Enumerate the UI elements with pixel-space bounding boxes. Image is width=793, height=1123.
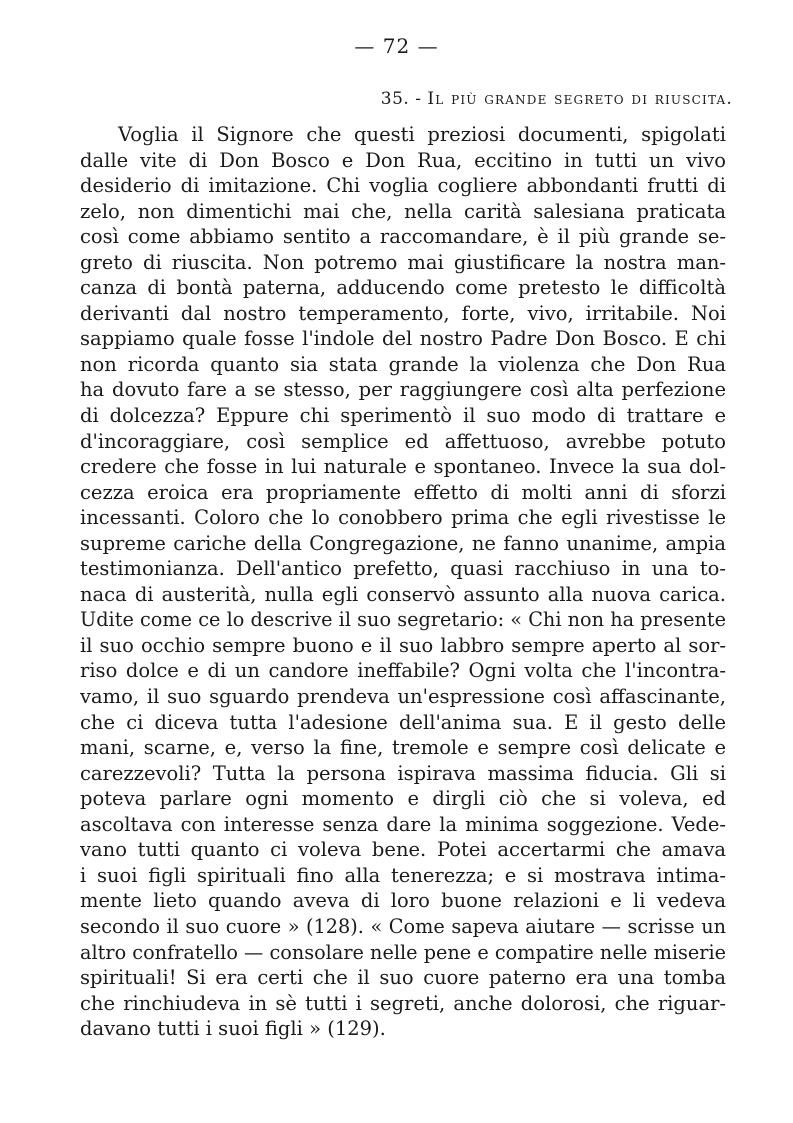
text-line: derivanti dal nostro temperamento, forte, vivo, irritabile. Noi — [80, 301, 726, 325]
text-line: sappiamo quale fosse l'indole del nostro Padre Don Bosco. E chi — [80, 327, 726, 351]
text-line: Voglia il Signore che questi preziosi documenti, spigolati — [118, 123, 726, 146]
text-line: di dolcezza? Eppure chi sperimentò il suo modo di trattare e — [80, 404, 726, 428]
text-line: carezzevoli? Tutta la persona ispirava massima fiducia. Gli si — [80, 761, 726, 785]
text-line: vano tutti quanto ci voleva bene. Potei accertarmi che amava — [80, 838, 726, 862]
text-line: altro confratello — consolare nelle pene e compatire nelle miserie — [80, 940, 726, 964]
section-number: 35. - — [380, 89, 422, 109]
page-number: — 72 — — [354, 34, 439, 58]
text-line: dalle vite di Don Bosco e Don Rua, eccitino in tutti un vivo — [80, 148, 726, 172]
text-line: zelo, non dimentichi mai che, nella carità salesiana praticata — [80, 199, 726, 223]
text-line: supreme cariche della Congregazione, ne fanno unanime, ampia — [80, 531, 726, 555]
text-line: desiderio di imitazione. Chi voglia cogliere abbondanti frutti di — [80, 174, 726, 198]
text-line: il suo occhio sempre buono e il suo labbro sempre aperto al sor- — [80, 633, 726, 657]
text-line: i suoi figli spirituali fino alla tenerezza; e si mostrava intima- — [80, 863, 726, 887]
text-line: che ci diceva tutta l'adesione dell'anima sua. E il gesto delle — [80, 710, 726, 734]
text-line: mente lieto quando aveva di loro buone relazioni e li vedeva — [80, 889, 726, 913]
text-line: ascoltava con interesse senza dare la minima soggezione. Vede- — [80, 812, 726, 836]
text-line: non ricorda quanto sia stata grande la violenza che Don Rua — [80, 352, 726, 376]
text-line: secondo il suo cuore » (128). « Come sapeva aiutare — scrisse un — [80, 914, 726, 938]
text-line: incessanti. Coloro che lo conobbero prima che egli rivestisse le — [80, 506, 726, 530]
text-line: canza di bontà paterna, adducendo come pretesto le difficoltà — [80, 276, 726, 300]
text-line: credere che fosse in lui naturale e spontaneo. Invece la sua dol- — [80, 455, 726, 479]
text-line: greto di riuscita. Non potremo mai giustificare la nostra man- — [80, 250, 726, 274]
text-line: così come abbiamo sentito a raccomandare, è il più grande se- — [80, 225, 726, 249]
text-line: riso dolce e di un candore ineffabile? Ogni volta che l'incontra- — [80, 659, 726, 683]
text-line: davano tutti i suoi figli » (129). — [80, 1017, 386, 1041]
text-line: naca di austerità, nulla egli conservò assunto alla nuova carica. — [80, 582, 726, 606]
section-title: Il più grande segreto di riuscita. — [427, 89, 733, 109]
body-paragraph — [80, 122, 726, 1042]
section-heading — [381, 89, 733, 109]
text-line: d'incoraggiare, così semplice ed affettuoso, avrebbe potuto — [80, 429, 726, 453]
text-line: mani, scarne, e, verso la fine, tremole e sempre così delicate e — [80, 736, 726, 760]
text-line: Udite come ce lo descrive il suo segretario: « Chi non ha presente — [80, 608, 726, 632]
text-line: testimonianza. Dell'antico prefetto, quasi racchiuso in una to- — [80, 557, 726, 581]
text-line: cezza eroica era propriamente effetto di molti anni di sforzi — [80, 480, 726, 504]
text-line: poteva parlare ogni momento e dirgli ciò che si voleva, ed — [80, 787, 726, 811]
text-line: spirituali! Si era certi che il suo cuore paterno era una tomba — [80, 966, 726, 990]
text-line: vamo, il suo sguardo prendeva un'espressione così affascinante, — [80, 685, 726, 709]
text-line: ha dovuto fare a se stesso, per raggiungere così alta perfezione — [80, 378, 726, 402]
text-line: che rinchiudeva in sè tutti i segreti, anche dolorosi, che riguar- — [80, 991, 726, 1015]
